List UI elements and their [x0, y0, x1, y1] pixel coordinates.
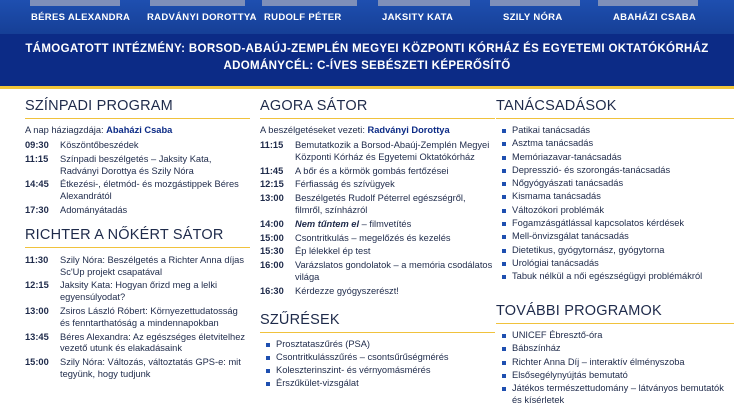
section-title: TOVÁBBI PROGRAMOK	[496, 303, 662, 320]
schedule-row: 11:15 Bemutatkozik a Borsod-Abaúj-Zemplén Megyei Központi Kórház és Egyetemi Oktatókórház	[260, 140, 490, 162]
divider	[260, 118, 495, 119]
schedule-row: 14:45 Étkezési-, életmód- és mozgástippek Béres Alexandrától	[25, 179, 239, 202]
donation-goal: ADOMÁNYCÉL: C-ÍVES SEBÉSZETI KÉPERŐSÍTŐ	[223, 60, 511, 72]
section-title: TANÁCSADÁSOK	[496, 98, 617, 114]
section-title: AGORA SÁTOR	[260, 98, 368, 114]
list-item: Prosztataszűrés (PSA)	[260, 339, 495, 351]
divider	[496, 118, 734, 119]
schedule-row: 12:15 Jaksity Kata: Hogyan őrizd meg a lelki egyensúlyodat?	[25, 280, 218, 303]
list-item: Depresszió- és szorongás-tanácsadás	[496, 165, 734, 177]
list-item: Elsősegélynyújtás bemutató	[496, 370, 734, 382]
other-programs-list	[496, 330, 734, 407]
divider	[260, 332, 495, 333]
list-item: Csontritkulásszűrés – csontsűrűségmérés	[260, 352, 495, 364]
section-title: SZŰRÉSEK	[260, 311, 340, 328]
speaker-photo	[262, 0, 357, 6]
screening-list	[260, 339, 495, 391]
list-item: Patikai tanácsadás	[496, 125, 734, 137]
schedule-row: 17:30 Adományátadás	[25, 204, 128, 215]
schedule-row: 13:00 Zsiros László Róbert: Környezettudatosság és fenntarthatóság a mindennapokban	[25, 305, 238, 328]
schedule-row: 11:45 A bőr és a körmök gombás fertőzései	[260, 165, 449, 176]
list-item: Nőgyógyászati tanácsadás	[496, 178, 734, 190]
support-banner	[0, 34, 734, 86]
column-middle	[260, 98, 495, 392]
list-item: Asztma tanácsadás	[496, 138, 734, 150]
list-item: Richter Anna Díj – interaktív élményszoba	[496, 357, 734, 369]
counseling-list	[496, 125, 734, 283]
schedule-row: 15:00 Csontritkulás – megelőzés és kezelés	[260, 232, 451, 243]
divider	[25, 118, 250, 119]
schedule-row: 09:30 Köszöntőbeszédek	[25, 140, 139, 150]
speaker-name: JAKSITY KATA	[382, 12, 454, 23]
speaker-name: RUDOLF PÉTER	[264, 12, 342, 23]
speaker-name: SZILY NÓRA	[503, 12, 563, 23]
list-item: Érszűkület-vizsgálat	[260, 378, 495, 390]
speaker-name: ABAHÁZI CSABA	[613, 12, 697, 23]
schedule-row: 15:30 Ép lélekkel ép test	[260, 246, 371, 257]
column-left	[25, 98, 250, 383]
speaker-photo	[150, 0, 245, 6]
list-item: Mell-önvizsgálat tanácsadás	[496, 231, 734, 243]
schedule-row: 15:00 Szily Nóra: Változás, változtatás GPS-e: mit tegyünk, hogy tudjunk	[25, 357, 241, 379]
list-item: Bábszínház	[496, 343, 734, 355]
schedule-row: 14:00 Nem tűntem el – filmvetítés	[260, 218, 412, 229]
list-item: Memóriazavar-tanácsadás	[496, 152, 734, 164]
schedule-row: 11:30 Szily Nóra: Beszélgetés a Richter Anna díjas Sc'Up projekt csapatával	[25, 254, 244, 277]
supported-institution: TÁMOGATOTT INTÉZMÉNY: BORSOD-ABAÚJ-ZEMPLÉN MEGYEI KÖZPONTI KÓRHÁZ ÉS EGYETEMI OKTATÓKÓRHÁZ	[25, 43, 709, 55]
film-title: Nem tűntem el	[295, 218, 360, 229]
speaker-photo	[490, 0, 580, 6]
schedule-row: 16:30 Kérdezze gyógyszerészt!	[260, 285, 399, 296]
section-title: RICHTER A NŐKÉRT SÁTOR	[25, 226, 224, 243]
schedule-row: 11:15 Színpadi beszélgetés – Jaksity Kata, Radványi Dorottya és Szily Nóra	[25, 153, 212, 176]
host-name: Radványi Dorottya	[367, 125, 450, 135]
list-item: Urológiai tanácsadás	[496, 258, 734, 270]
schedule-list	[25, 140, 250, 217]
list-item: Dietetikus, gyógytornász, gyógytorna	[496, 245, 734, 257]
host-line: A nap háziagzdája: Abaházi Csaba	[25, 125, 173, 135]
column-right	[496, 98, 734, 408]
list-item: Fogamzásgátlással kapcsolatos kérdések	[496, 218, 734, 230]
list-item: Kismama tanácsadás	[496, 191, 734, 203]
schedule-list	[260, 140, 495, 298]
speaker-name: BÉRES ALEXANDRA	[31, 12, 131, 23]
list-item: Játékos természettudomány – látványos bemutatók és kísérletek	[496, 383, 734, 407]
speaker-photo	[30, 0, 120, 6]
host-line: A beszélgetéseket vezeti: Radványi Dorottya	[260, 125, 450, 135]
divider	[0, 86, 734, 89]
speaker-photo	[598, 0, 698, 6]
speaker-name: RADVÁNYI DOROTTYA	[147, 12, 257, 23]
schedule-list	[25, 255, 250, 381]
list-item: Koleszterinszint- és vérnyomásmérés	[260, 365, 495, 377]
divider	[496, 323, 734, 324]
speaker-strip	[0, 0, 734, 34]
schedule-row: 12:15 Férfiasság és szívügyek	[260, 179, 395, 190]
schedule-row: 13:00 Beszélgetés Rudolf Péterrel egészségről, filmről, színházról	[260, 193, 466, 215]
list-item: Változókori problémák	[496, 205, 734, 217]
divider	[25, 247, 250, 248]
list-item: UNICEF Ébresztő-óra	[496, 330, 734, 342]
speaker-photo	[378, 0, 470, 6]
schedule-row: 16:00 Varázslatos gondolatok – a memória csodálatos világa	[260, 260, 493, 282]
schedule-row: 13:45 Béres Alexandra: Az egészséges életvitelhez vezető utunk és elakadásaink	[25, 331, 246, 354]
host-name: Abaházi Csaba	[106, 125, 173, 135]
section-title: SZÍNPADI PROGRAM	[25, 98, 173, 114]
list-item: Tabuk nélkül a női egészségügyi problémákról	[496, 271, 734, 283]
